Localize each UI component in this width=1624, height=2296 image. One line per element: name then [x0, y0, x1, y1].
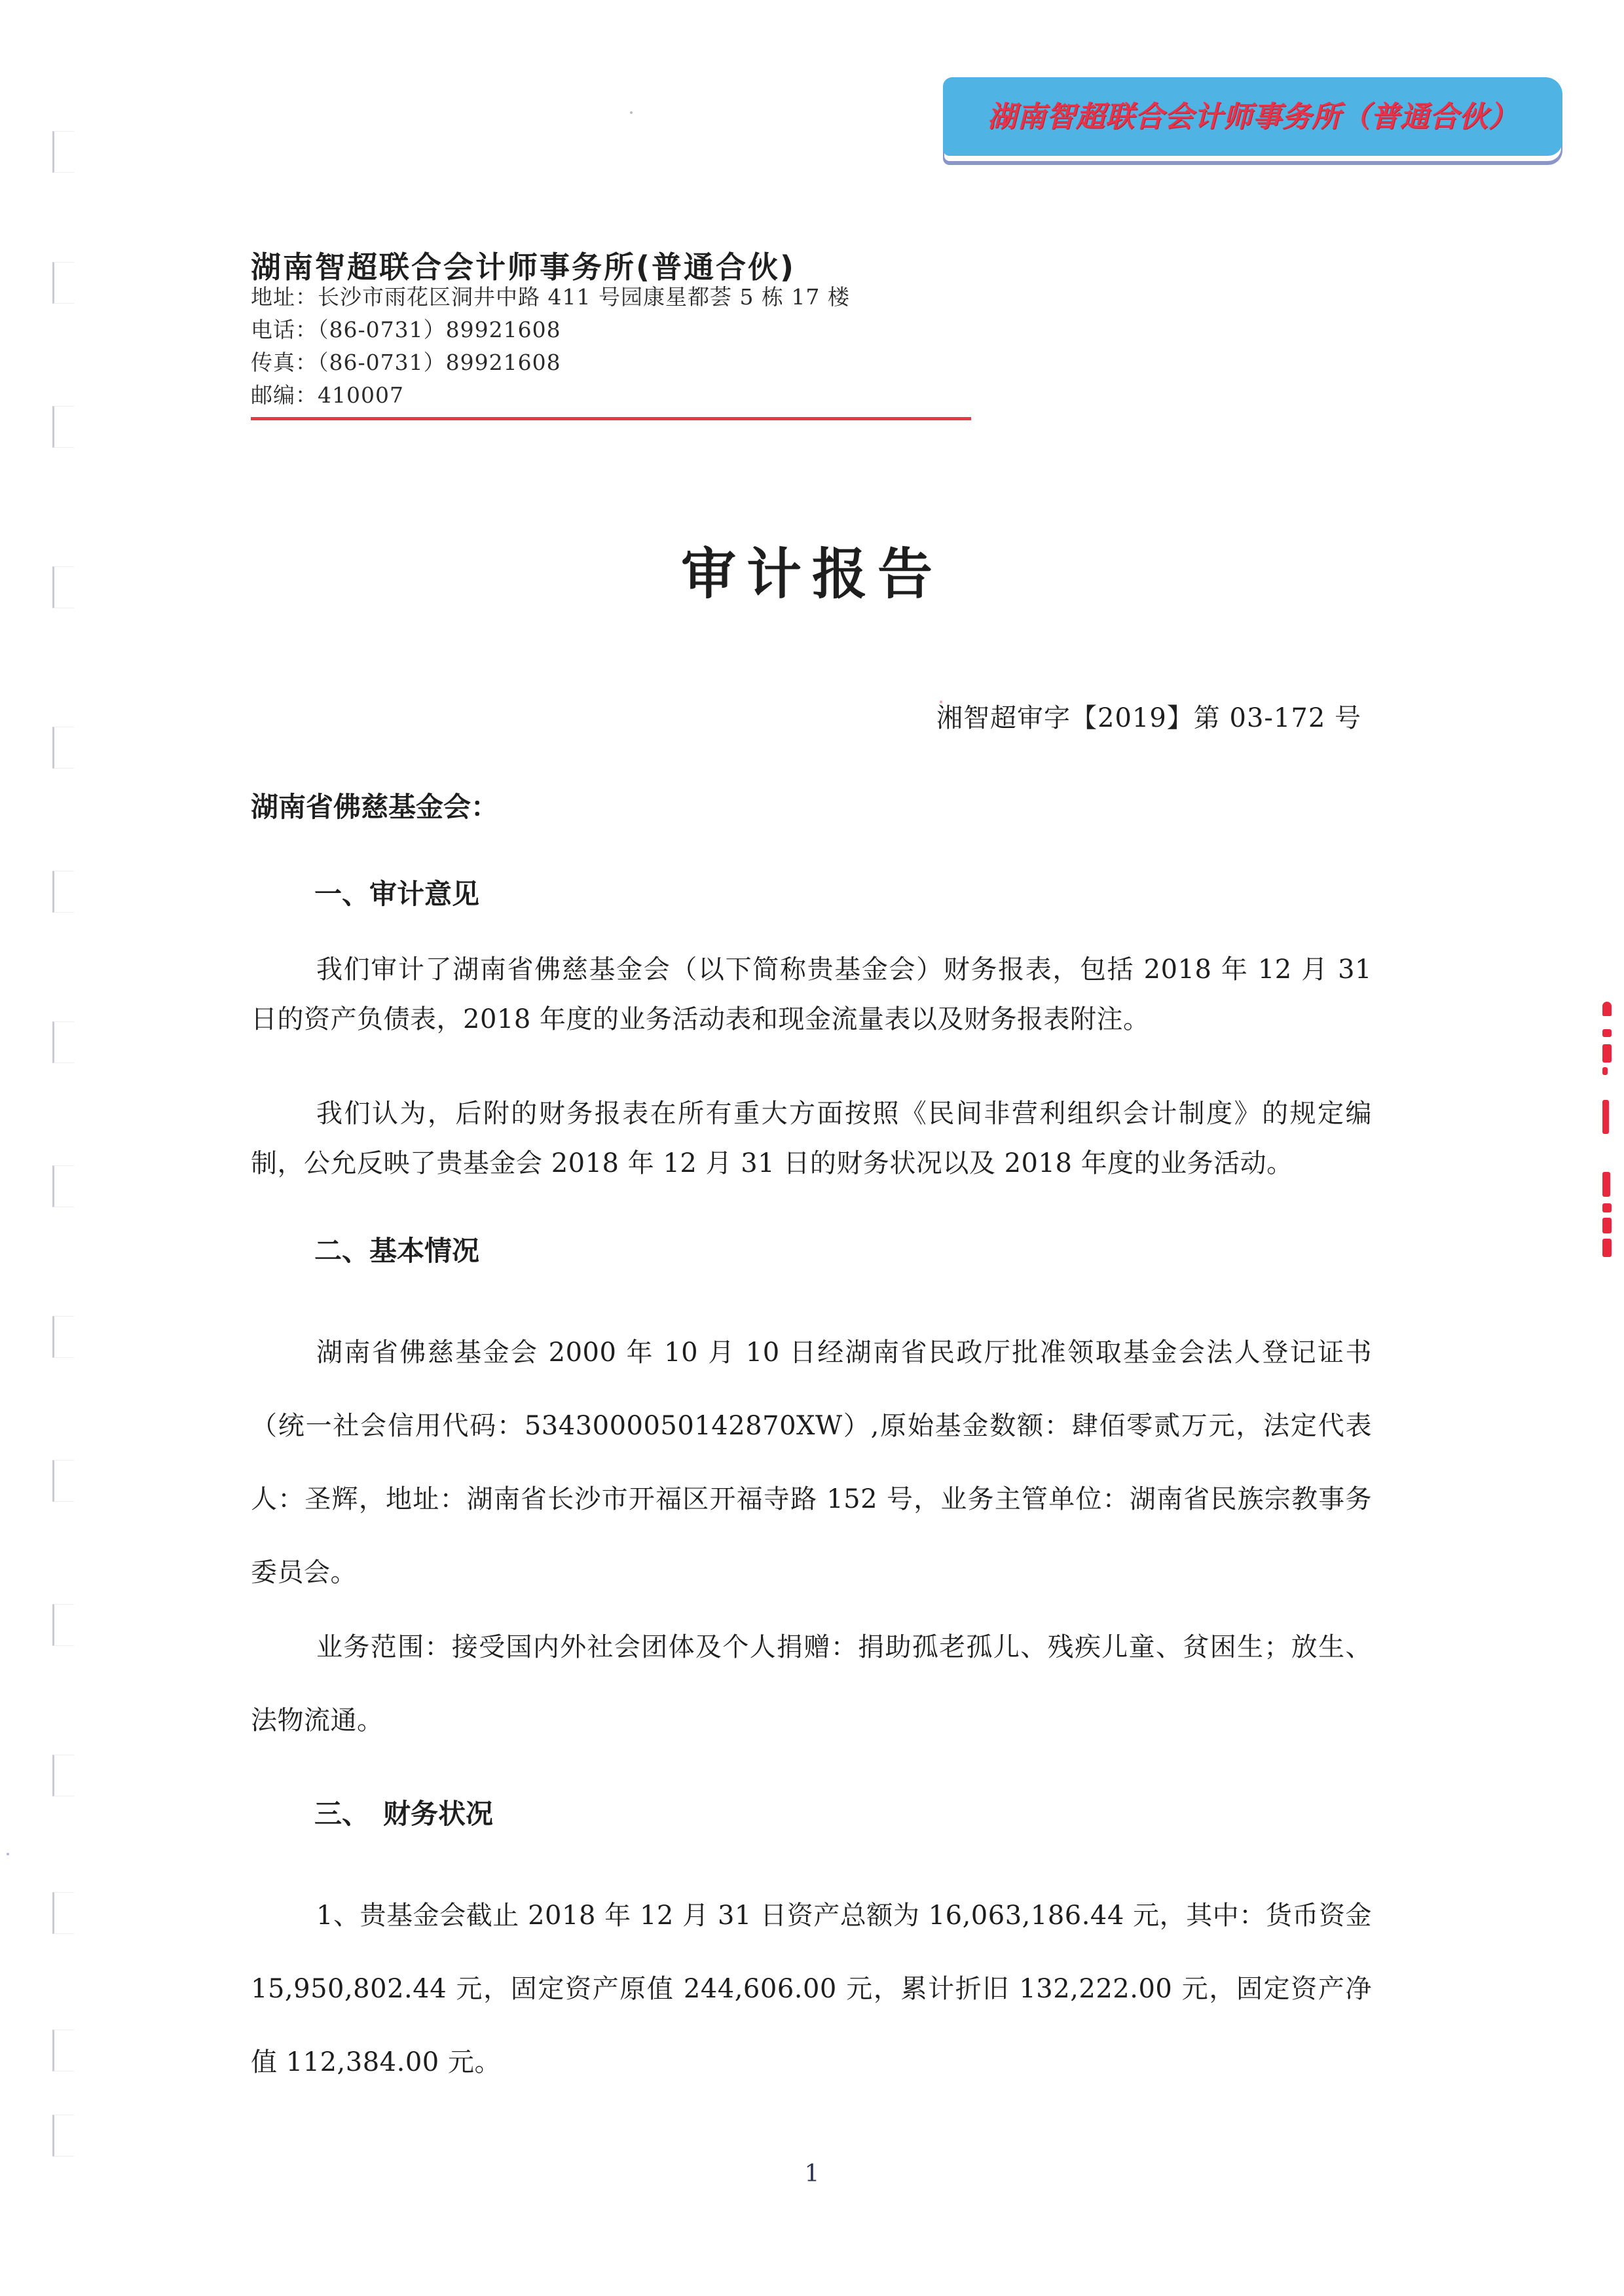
paragraph-basic-info: 湖南省佛慈基金会 2000 年 10 月 10 日经湖南省民政厅批准领取基金会法人登记证书（统一社会信用代码：5343000050142870XW）,原始基金数额：肆佰零贰万元，法定代表人：圣辉，地址：湖南省长沙市开福区开福寺路 152 号，业务主管单位：湖南省民族宗教事务委员会。 [251, 1338, 1372, 1588]
binding-mark [52, 131, 74, 173]
binding-mark [52, 1892, 74, 1934]
binding-mark [52, 1755, 74, 1796]
paragraph-assets: 1、贵基金会截止 2018 年 12 月 31 日资产总额为 16,063,186.44 元，其中：货币资金 15,950,802.44 元，固定资产原值 244,606.00 元，累计折旧 132,222.00 元，固定资产净值 112,384.00 元。 [251, 1901, 1372, 2077]
document-number: 湘智超审字【2019】第 03-172 号 [936, 703, 1361, 733]
stamp-fragment [1602, 1067, 1608, 1075]
letterhead-divider [251, 417, 971, 420]
binding-mark [52, 1460, 74, 1502]
binding-mark [52, 262, 74, 304]
letterhead-firm-name: 湖南智超联合会计师事务所(普通合伙) [251, 249, 796, 285]
stamp-fragment [1602, 1002, 1612, 1016]
firm-banner [943, 77, 1562, 156]
binding-mark [52, 406, 74, 448]
stamp-fragment [1602, 1044, 1612, 1063]
scan-speck [630, 111, 633, 114]
binding-mark [52, 1316, 74, 1358]
letterhead-phone: 电话：（86-0731）89921608 [251, 317, 561, 342]
binding-mark [52, 727, 74, 769]
page-number: 1 [804, 2160, 820, 2187]
firm-banner-text: 湖南智超联合会计师事务所（普通合伙） [987, 100, 1518, 134]
binding-mark [52, 1604, 74, 1646]
paragraph-business-scope: 业务范围：接受国内外社会团体及个人捐赠：捐助孤老孤儿、残疾儿童、贫困生；放生、法物流通。 [251, 1632, 1372, 1736]
binding-mark [52, 2030, 74, 2071]
binding-mark [52, 871, 74, 913]
section-heading-basic-info: 二、基本情况 [314, 1235, 480, 1267]
scan-speck [940, 701, 942, 703]
paragraph-audit-opinion: 我们认为，后附的财务报表在所有重大方面按照《民间非营利组织会计制度》的规定编制，公允反映了贵基金会 2018 年 12 月 31 日的财务状况以及 2018 年度的业务活动。 [251, 1099, 1372, 1178]
binding-mark [52, 1021, 74, 1063]
stamp-fragment [1602, 1100, 1609, 1134]
binding-mark [52, 1165, 74, 1207]
binding-mark [52, 2115, 74, 2157]
stamp-fragment [1602, 1239, 1612, 1257]
paragraph-audit-scope: 我们审计了湖南省佛慈基金会（以下简称贵基金会）财务报表，包括 2018 年 12 月 31 日的资产负债表，2018 年度的业务活动表和现金流量表以及财务报表附注。 [251, 955, 1372, 1034]
report-title: 审计报告 [680, 541, 943, 606]
letterhead-fax: 传真：（86-0731）89921608 [251, 350, 561, 375]
stamp-fragment [1602, 1029, 1612, 1037]
addressee: 湖南省佛慈基金会： [251, 791, 499, 823]
section-heading-financial-status: 三、 财务状况 [314, 1798, 494, 1830]
stamp-fragment [1602, 1218, 1612, 1233]
letterhead-address: 地址：长沙市雨花区洞井中路 411 号园康星都荟 5 栋 17 楼 [251, 284, 850, 310]
section-heading-audit-opinion: 一、审计意见 [314, 878, 480, 910]
scan-speck [7, 1853, 9, 1855]
stamp-fragment [1602, 1203, 1612, 1212]
letterhead-postcode: 邮编：410007 [251, 382, 404, 408]
stamp-fragment [1602, 1172, 1610, 1197]
